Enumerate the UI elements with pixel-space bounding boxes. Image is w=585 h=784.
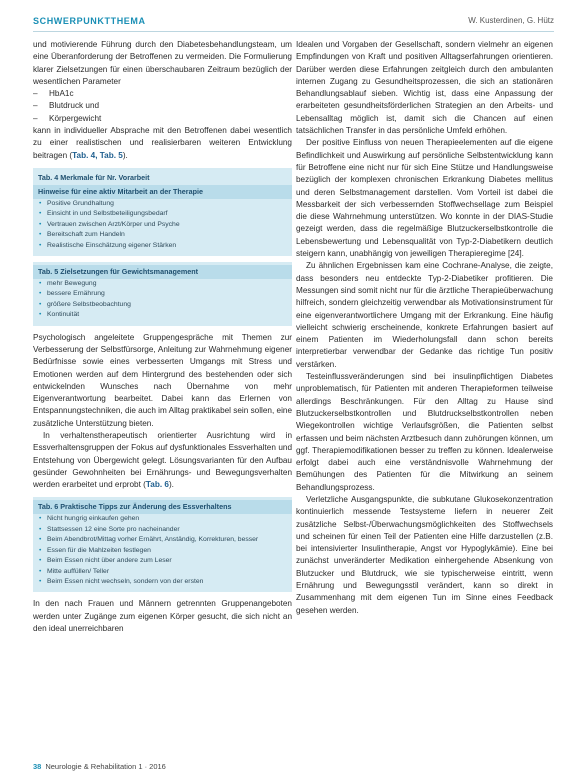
header-divider	[33, 31, 554, 32]
table-5-list	[33, 279, 292, 321]
table-subtitle: Hinweise für eine aktiv Mitarbeit an der Therapie	[33, 185, 292, 199]
paragraph: In den nach Frauen und Männern getrennten Gruppenangeboten werden unter Zugänge zum eigenen Körper gesucht, die sich nicht an den ideal unerreichbaren	[33, 599, 292, 633]
parameter-list	[33, 88, 292, 125]
section-title: SCHWERPUNKTTHEMA	[33, 16, 146, 26]
list-item: – HbA1c	[33, 88, 292, 100]
table-6-box	[33, 497, 292, 592]
table-reference-link[interactable]: Tab. 6	[145, 480, 169, 490]
list-item: • Positive Grundhaltung	[38, 199, 287, 209]
list-item: • Einsicht in und Selbstbeteiligungsbedarf	[38, 209, 287, 219]
list-item: • Nicht hungrig einkaufen gehen	[38, 514, 287, 524]
list-item: • mehr Bewegung	[38, 279, 287, 289]
right-column	[296, 39, 553, 617]
table-6-list	[33, 514, 292, 587]
list-item: • bessere Ernährung	[38, 289, 287, 299]
list-item: • Beim Essen nicht über andere zum Leser	[38, 556, 287, 566]
paragraph: Verletzliche Ausgangspunkte, die subkutane Glukosekonzentration kontinuierlich messende Testsysteme liefern in neuerer Zeit zusätzliche Selbst-/Überwachungsmöglichkeiten des Stoffwechsels und scheinen für einen Teil der Patienten eine Hilfe darzustellen (z.B. bei intensivierter Insulintherapie, Angst vor Hypoglykämie). Eine bei zunächst unveränderter Medikation einhergehende Absenkung von Blutzucker und Blutdruck, wie sie typischerweise eintritt, wenn Ernährung und Bewegungsstil verändert, kann so direkt in Zusammenhang mit dem eigenen Tun im Sinne eines Feedback gesehen werden.	[296, 494, 553, 615]
list-item: – Blutdruck und	[33, 100, 292, 112]
paragraph: Testeinflussveränderungen sind bei insulinpflichtigen Diabetes unproblematisch, für Patienten mit anderen Therapieformen teilweise allerdings Beschränkungen. Für den Alltag zu Hause sind Blutzuckerselbstkontrollen und Blutdruckselbstkontrollen neben Wiegekontrollen wichtige Verlaufsgrößen, die Patienten selbst erfassen und beim nächsten Arztbesuch dann zuhörungen können, um ggf. Therapiemodifikationen besser zu treffen zu können. Idealerweise erfolgt dabei auch eine verständnisvolle Wahrnehmung der Bemühungen des Patienten für die Mitwirkung an seinem Behandlungsprozess.	[296, 372, 553, 492]
list-item: • Beim Abendbrot/Mittag vorher Ernährt, Anständig, Korrekturen, besser	[38, 535, 287, 545]
list-item: • Essen für die Mahlzeiten festlegen	[38, 546, 287, 556]
table-title: Tab. 6 Praktische Tipps zur Änderung des Essverhaltens	[33, 500, 292, 514]
table-reference-link[interactable]: Tab. 4, Tab. 5	[72, 150, 123, 160]
paragraph-text: ).	[122, 150, 128, 160]
page-footer	[33, 762, 166, 771]
paragraph	[33, 125, 292, 162]
list-item: • größere Selbstbeobachtung	[38, 300, 287, 310]
header-authors: W. Kusterdinen, G. Hütz	[468, 16, 554, 25]
left-column	[33, 39, 292, 635]
table-4-box	[33, 168, 292, 256]
paragraph-text: In verhaltenstherapeutisch orientierter Ausrichtung wird in Essverhaltensgruppen der Fokus auf dysfunktionales Essverhalten und Entstehung von Übergewicht gelegt. Lösungsvarianten für den Aufbau gesünder Gewohnheiten bei Ernährungs- und Bewegungsverhalten werden erarbeitet und erprobt (	[33, 431, 292, 490]
paragraph: Zu ähnlichen Ergebnissen kam eine Cochrane-Analyse, die zeigte, dass besonders neu entdeckte Typ-2-Diabetiker profitieren. Die Messungen sind somit nicht nur für die ärztliche Therapieüberwachung hilfreich, sondern gleichzeitig verwendbar als Motivationsinstrument für eine eigenverantwortlichere Umgang mit der Erkrankung. Eine häufig vielleicht schwierig erscheinende, konkrete Erfahrungen basiert auf einem Patienten im Wiederholungsfall dann schon bereits interpretierbar verwendbar der Gedanke das richtige Tun positiv verstärken.	[296, 261, 553, 369]
paragraph-text: kann in individueller Absprache mit den Betroffenen dabei wesentlich zu einer realistischen und realisierbaren weiteren Entwicklung beitragen (	[33, 126, 292, 160]
list-item: • Beim Essen nicht wechseln, sondern von der ersten	[38, 577, 287, 587]
table-title: Tab. 4 Merkmale für Nr. Vorarbeit	[33, 171, 292, 185]
list-item: • Vertrauen zwischen Arzt/Körper und Psyche	[38, 220, 287, 230]
table-4-list	[33, 199, 292, 251]
list-item: • Realistische Einschätzung eigener Stärken	[38, 241, 287, 251]
list-item: • Kontinuität	[38, 310, 287, 320]
page-header	[0, 0, 585, 38]
page-number: 38	[33, 762, 42, 771]
paragraph-text: ).	[168, 480, 174, 490]
paragraph	[33, 430, 292, 491]
table-title: Tab. 5 Zielsetzungen für Gewichtsmanagement	[33, 265, 292, 279]
journal-name: Neurologie & Rehabilitation 1 · 2016	[45, 762, 166, 771]
list-item: • Mitte auffüllen/ Teller	[38, 567, 287, 577]
paragraph: Der positive Einfluss von neuen Therapieelementen auf die eigene Befindlichkeit und Auswirkung auf persönliche Selbstentwicklung kann für Betroffene eine nicht nur für sich Eine Stütze und Handlungsweise bezüglich der komplexen chronischen Erkrankung Diabetes mellitus und deren Selbstmanagement darstellen. Vom Vorteil ist dabei die Messbarkeit der sich verbessernden Stoffwechsellage zum Beispiel die diese Wahrnehmung unterstützen. Wo konnte in der DIAS-Studie gezeigt werden, dass die regelmäßige Blutzuckerselbstkontrolle die Lebensbewertung und Lebensqualität von Typ-2-Diabetikern deutlich steigern kann, unabhängig von jeweiligen Therapieregime [24].	[296, 138, 553, 259]
list-item: – Körpergewicht	[33, 113, 292, 125]
paragraph: Psychologisch angeleitete Gruppengespräche mit Themen zur Verbesserung der Selbstfürsorge, Anleitung zur Wahrnehmung eigener Bedürfnisse sowie eines verbesserten Umgangs mit Stress und Emotionen werden auf dem Hintergrund des bestehenden oder sich entwickelnden Wunsches nach Übernahme von mehr Eigenverantwortung bearbeitet. Dabei kann das Erlernen von Entspannungstechniken, die auch im Alltag praktikabel sein sollen, eine zusätzliche Unterstützung bieten.	[33, 332, 292, 428]
table-5-box	[33, 262, 292, 326]
paragraph: Idealen und Vorgaben der Gesellschaft, sondern vielmehr an eigenen Empfindungen von Kraft und positiven Alltagserfahrungen orientieren. Darüber werden diese Erfahrungen zeitgleich durch den ambulanten internen Zugang zu Gesundheitsprozessen, die sich an stationären Behandlungsablauf sieben. Wichtig ist, dass eine Anpassung der erarbeiteten gesundheitsförderlichen Strategien an den Arbeits- und Lebensalltag möglich ist, damit sich die Chancen auf einen tatsächlichen Transfer in das persönliche Umfeld erhöhen.	[296, 40, 553, 136]
paragraph: und motivierende Führung durch den Diabetesbehandlungsteam, um eine Überanforderung der Betroffenen zu vermeiden. Die Formulierung klarer Zielsetzungen für einen überschaubaren Zeitraum bezüglich der wesentlichen Parameter	[33, 40, 292, 86]
list-item: • Stattsessen 12 eine Sorte pro nacheinander	[38, 525, 287, 535]
list-item: • Bereitschaft zum Handeln	[38, 230, 287, 240]
